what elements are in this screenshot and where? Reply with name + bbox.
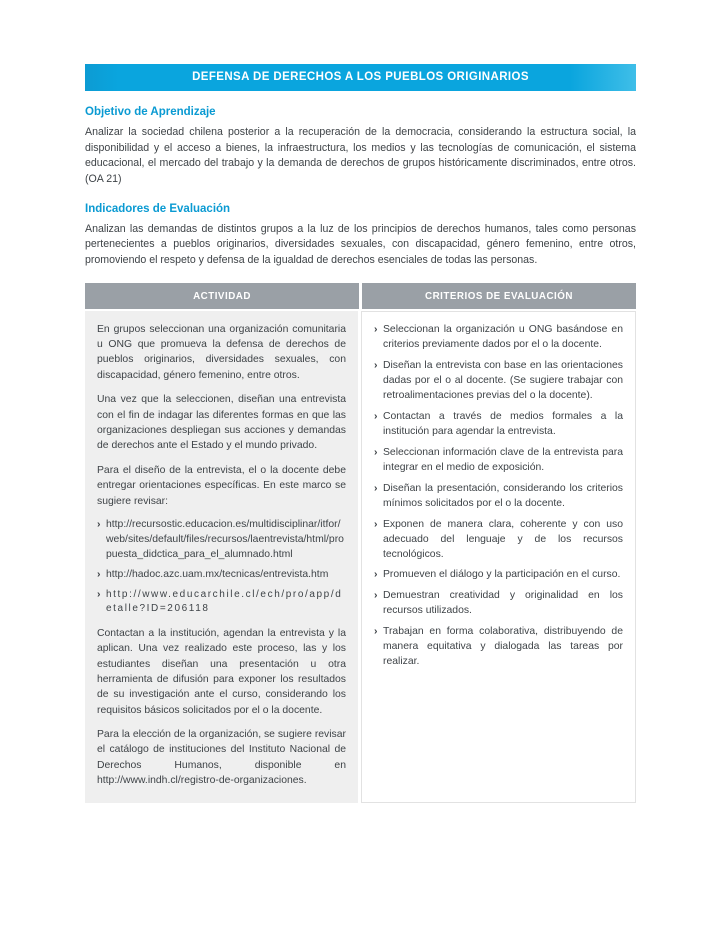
bullet-icon: › bbox=[97, 568, 101, 580]
criterios-cell bbox=[361, 311, 636, 803]
bullet-icon: › bbox=[374, 482, 378, 494]
criterio-item bbox=[374, 410, 623, 440]
criterio-item bbox=[374, 589, 623, 619]
actividad-paragraph: Para la elección de la organización, se sugiere revisar el catálogo de instituciones del Instituto Nacional de Derechos Humanos, disponible en http://www.indh.cl/registro-de-organizaciones. bbox=[97, 729, 346, 787]
criterio-text: Seleccionan la organización u ONG basándose en criterios previamente dados por el o la docente. bbox=[383, 323, 623, 350]
link-item bbox=[97, 568, 346, 583]
criterio-item bbox=[374, 568, 623, 583]
resource-link[interactable]: http://recursostic.educacion.es/multidisciplinar/itfor/web/sites/default/files/recursos/laentrevista/html/propuesta_didctica_para_el_alumnado.html bbox=[106, 519, 344, 560]
bullet-icon: › bbox=[374, 569, 378, 581]
bullet-icon: › bbox=[374, 518, 378, 530]
indicadores-text: Analizan las demandas de distintos grupos a la luz de los principios de derechos humanos, tales como personas pertenecientes a pueblos originarios, diversidades sexuales, con discapacidad, género femenino, entre otros, promoviendo el respeto y defensa de la igualdad de derechos esenciales de todas las personas. bbox=[85, 222, 636, 267]
actividad-paragraph: Una vez que la seleccionen, diseñan una entrevista con el fin de indagar las diferentes formas en que las organizaciones despliegan sus acciones y demandas de derechos ante el Estado y el mundo privado. bbox=[97, 394, 346, 452]
bullet-icon: › bbox=[374, 590, 378, 602]
criterio-text: Diseñan la presentación, considerando los criterios mínimos solicitados por el o la docente. bbox=[383, 482, 623, 509]
actividad-paragraph: En grupos seleccionan una organización comunitaria u ONG que promueva la defensa de derechos de pueblos originarios, diversidades sexuales, con discapacidad, género femenino, entre otros. bbox=[97, 323, 346, 381]
criterio-text: Seleccionan información clave de la entrevista para integrar en el medio de exposición. bbox=[383, 446, 623, 473]
title-banner bbox=[85, 64, 636, 91]
criterio-text: Trabajan en forma colaborativa, distribuyendo de manera equitativa y dialogada las tareas por realizar. bbox=[383, 626, 623, 668]
bullet-icon: › bbox=[97, 588, 101, 600]
column-header-criterios: CRITERIOS DE EVALUACIÓN bbox=[362, 283, 636, 309]
resource-link-list bbox=[97, 518, 346, 617]
objetivo-text: Analizar la sociedad chilena posterior a la recuperación de la democracia, considerando la estructura social, la disponibilidad y el acceso a bienes, la infraestructura, los medios y las tecnologías de comunicación, el sistema educacional, el mercado del trabajo y la demanda de derechos de grupos históricamente discriminados, entre otros. (OA 21) bbox=[85, 126, 636, 186]
bullet-icon: › bbox=[374, 410, 378, 422]
bullet-icon: › bbox=[374, 323, 378, 335]
criterio-item bbox=[374, 518, 623, 563]
activity-table bbox=[85, 283, 636, 803]
criterio-item bbox=[374, 323, 623, 353]
section-heading-objetivo: Objetivo de Aprendizaje bbox=[85, 106, 216, 118]
actividad-paragraph: Contactan a la institución, agendan la entrevista y la aplican. Una vez realizado este proceso, las y los estudiantes diseñan una presentación u otra herramienta de difusión para exponer los resultados de su investigación ante el curso, considerando los requisitos básicos solicitados por el o la docente. bbox=[97, 627, 346, 716]
criterio-text: Promueven el diálogo y la participación en el curso. bbox=[383, 569, 621, 581]
page-title: DEFENSA DE DERECHOS A LOS PUEBLOS ORIGINARIOS bbox=[192, 71, 529, 83]
link-item bbox=[97, 518, 346, 563]
table-body-row bbox=[85, 311, 636, 803]
resource-link[interactable]: http://hadoc.azc.uam.mx/tecnicas/entrevista.htm bbox=[106, 568, 329, 580]
table-header-row bbox=[85, 283, 636, 309]
bullet-icon: › bbox=[97, 519, 101, 530]
criterio-item bbox=[374, 482, 623, 512]
link-item bbox=[97, 588, 346, 617]
criterio-text: Diseñan la entrevista con base en las orientaciones dadas por el o al docente. (Se sugiere trabajar con retroalimentaciones previas del o la docente). bbox=[383, 359, 623, 401]
criterio-item bbox=[374, 446, 623, 476]
bullet-icon: › bbox=[374, 446, 378, 458]
resource-link[interactable]: http://www.educarchile.cl/ech/pro/app/detalle?ID=206118 bbox=[106, 588, 343, 615]
column-header-actividad: ACTIVIDAD bbox=[85, 283, 359, 309]
criterio-item bbox=[374, 359, 623, 404]
bullet-icon: › bbox=[374, 626, 378, 638]
bullet-icon: › bbox=[374, 359, 378, 371]
criterio-text: Exponen de manera clara, coherente y con uso adecuado del lenguaje y de los recursos tecnológicos. bbox=[383, 518, 623, 560]
section-heading-indicadores: Indicadores de Evaluación bbox=[85, 202, 231, 215]
criterio-item bbox=[374, 625, 623, 670]
actividad-cell bbox=[85, 311, 358, 803]
page-content bbox=[85, 64, 636, 803]
actividad-paragraph: Para el diseño de la entrevista, el o la docente debe entregar orientaciones específicas. En este marco se sugiere revisar: bbox=[97, 464, 346, 507]
criterio-text: Contactan a través de medios formales a la institución para agendar la entrevista. bbox=[383, 410, 623, 437]
criterio-text: Demuestran creatividad y originalidad en los recursos utilizados. bbox=[383, 590, 623, 617]
